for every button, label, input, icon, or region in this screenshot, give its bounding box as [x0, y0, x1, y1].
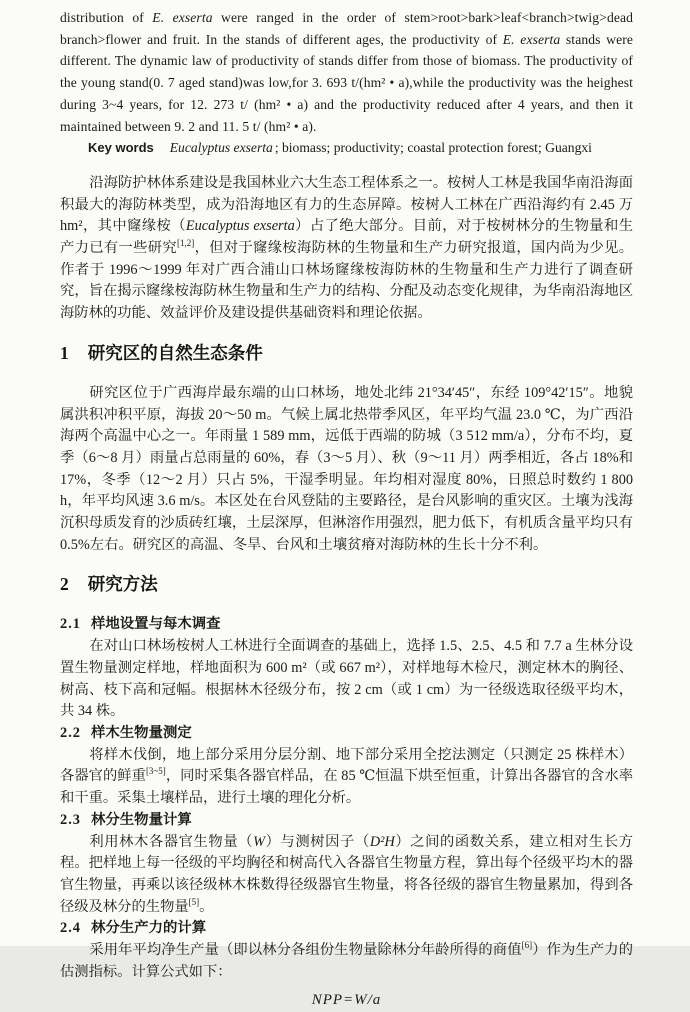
- subsection-title: 样地设置与每木调查: [91, 616, 221, 633]
- subsection-2-3-body: [60, 832, 633, 919]
- species-name-italic: E. exserta: [152, 10, 213, 25]
- subsection-2-2-heading: [60, 723, 633, 745]
- abstract-text: distribution of: [60, 10, 153, 25]
- intro-paragraph: [60, 173, 633, 325]
- subsection-2-4-body: [60, 940, 633, 983]
- subsection-number: 2.2: [60, 724, 81, 741]
- subsection-title: 样木生物量测定: [91, 724, 192, 741]
- citation-ref: [1,2]: [177, 238, 195, 249]
- body-text: ）与测树因子（: [265, 833, 370, 850]
- species-name-italic: E. exserta: [502, 31, 561, 47]
- section-number: 1: [60, 342, 69, 363]
- npp-formula: [60, 990, 633, 1012]
- body-text: 将样木伐倒，地上部分采用分层分割、地下部分采用全挖法测定（只测定 25 株样木）各器官的鲜重: [60, 746, 633, 785]
- subsection-2-1-body: 在对山口林场桉树人工林进行全面调查的基础上，选择 1.5、2.5、4.5 和 7.7 a 生林分设置生物量测定样地，样地面积为 600 m²（或 667 m²），对样地每木检尺，测定林木的胸径、树高、枝下高和冠幅。根据林木径级分布，按 2 cm（或 1 cm）为一径级选取径级平均木，共 34 株。: [60, 638, 633, 720]
- abstract-text: stands were different. The dynamic law of productivity of stands differ from those of biomass. The productivity of the young stand(0. 7 aged stand)was low,for 3. 693 t/(hm² • a),while the productivity was the heighest during 3~4 years, for 12. 273 t/ (hm² • a) and the productivity reduced after 4 years, and then it maintained between 9. 2 and 11. 5 t/ (hm² • a).: [60, 31, 633, 134]
- section-number: 2: [60, 574, 69, 595]
- body-text: ）作为生产力的估测指标。计算公式如下：: [60, 942, 633, 980]
- body-text: 采用年平均净生产量（即以林分各组份生物量除林分年龄所得的商值: [89, 942, 522, 959]
- body-text: ）之间的函数关系，建立相对生长方程。把样地上每一径级的平均胸径和树高代入各器官生物量方程，算出每个径级平均木的器官生物量，再乘以该径级林木株数得径级器官生物量，将各径级的器官生物量累加，得到各径级及林分的生物量: [60, 833, 634, 915]
- section-title: 研究方法: [87, 574, 158, 595]
- math-variable: D²H: [369, 833, 395, 850]
- formula-text: NPP=W/a: [311, 992, 382, 1009]
- subsection-number: 2.1: [60, 616, 81, 633]
- intro-text: ）占了绝大部分。目前，对于桉树林分的生物量和生产力已有一些研究: [60, 218, 633, 257]
- subsection-2-4-heading: [60, 918, 633, 940]
- intro-text: 沿海防护林体系建设是我国林业六大生态工程体系之一。桉树人工林是我国华南沿海面积最大的海防林类型，成为沿海地区有力的生态屏障。桉树人工林在广西沿海约有 2.45 万 hm²，其中窿缘桉（: [60, 174, 633, 235]
- section-title: 研究区的自然生态条件: [87, 342, 263, 363]
- keywords-label: Key words: [88, 140, 154, 156]
- intro-text: ，但对于窿缘桉海防林的生物量和生产力研究报道，国内尚为少见。作者于 1996～1999 年对广西合浦山口林场窿缘桉海防林的生物量和生产力进行了调查研究，旨在揭示窿缘桉海防林生物量和生产力的结构、分配及动态变化规律，为华南沿海地区海防林的功能、效益评价及建设提供基础资料和理论依据。: [60, 240, 633, 322]
- subsection-number: 2.3: [60, 811, 81, 828]
- keywords-line: [60, 137, 633, 159]
- subsection-2-3-heading: [60, 810, 633, 832]
- body-text: 。: [199, 898, 214, 915]
- subsection-title: 林分生产力的计算: [91, 920, 207, 937]
- section-1-body: 研究区位于广西海岸最东端的山口林场，地处北纬 21°34′45″，东经 109°42′15″。地貌属洪积冲积平原，海拔 20～50 m。气候上属北热带季风区，年平均气温 23.0 ℃，为广西沿海两个高温中心之一。年雨量 1 589 mm，远低于西端的防城（3 512 mm/a），分布不均，夏季（6～8 月）雨量占总雨量的 60%，春（3～5 月）、秋（9～11 月）两季相近，各占 18%和 17%，冬季（12～2 月）只占 5%，干湿季明显。年均相对湿度 80%，日照总时数约 1 800 h，年平均风速 3.6 m/s。本区处在台风登陆的主要路径，是台风影响的重灾区。土壤为浅海沉积母质发育的沙质砖红壤，土层深厚，但淋溶作用强烈，肥力低下，有机质含量平均只有 0.5%左右。研究区的高温、冬旱、台风和土壤贫瘠对海防林的生长十分不利。: [60, 384, 633, 553]
- subsection-title: 林分生物量计算: [91, 811, 192, 828]
- keywords-list: ; biomass; productivity; coastal protection forest; Guangxi: [274, 140, 592, 156]
- section-2-heading: [60, 573, 633, 595]
- subsection-2-2-body: [60, 745, 633, 810]
- section-1-heading: [60, 342, 633, 364]
- abstract-text: were ranged in the order of stem>root>bark>leaf<branch>twig>dead branch>flower and fruit. In the stands of different ages, the productivity of: [60, 10, 634, 47]
- keywords-species-italic: Eucalyptus exserta: [169, 140, 273, 156]
- subsection-2-1-heading: [60, 614, 633, 636]
- math-variable: W: [253, 833, 266, 850]
- subsection-number: 2.4: [60, 920, 81, 937]
- species-name-italic: Eucalyptus exserta: [185, 218, 295, 235]
- citation-ref: [5]: [188, 896, 200, 907]
- abstract-paragraph-en: [60, 7, 633, 137]
- citation-ref: [3~5]: [145, 766, 166, 777]
- citation-ref: [6]: [521, 940, 533, 951]
- body-text: 利用林木各器官生物量（: [89, 833, 254, 850]
- body-text: ，同时采集各器官样品，在 85 ℃恒温下烘至恒重，计算出各器官的含水率和干重。采集土壤样品，进行土壤的理化分析。: [60, 768, 634, 807]
